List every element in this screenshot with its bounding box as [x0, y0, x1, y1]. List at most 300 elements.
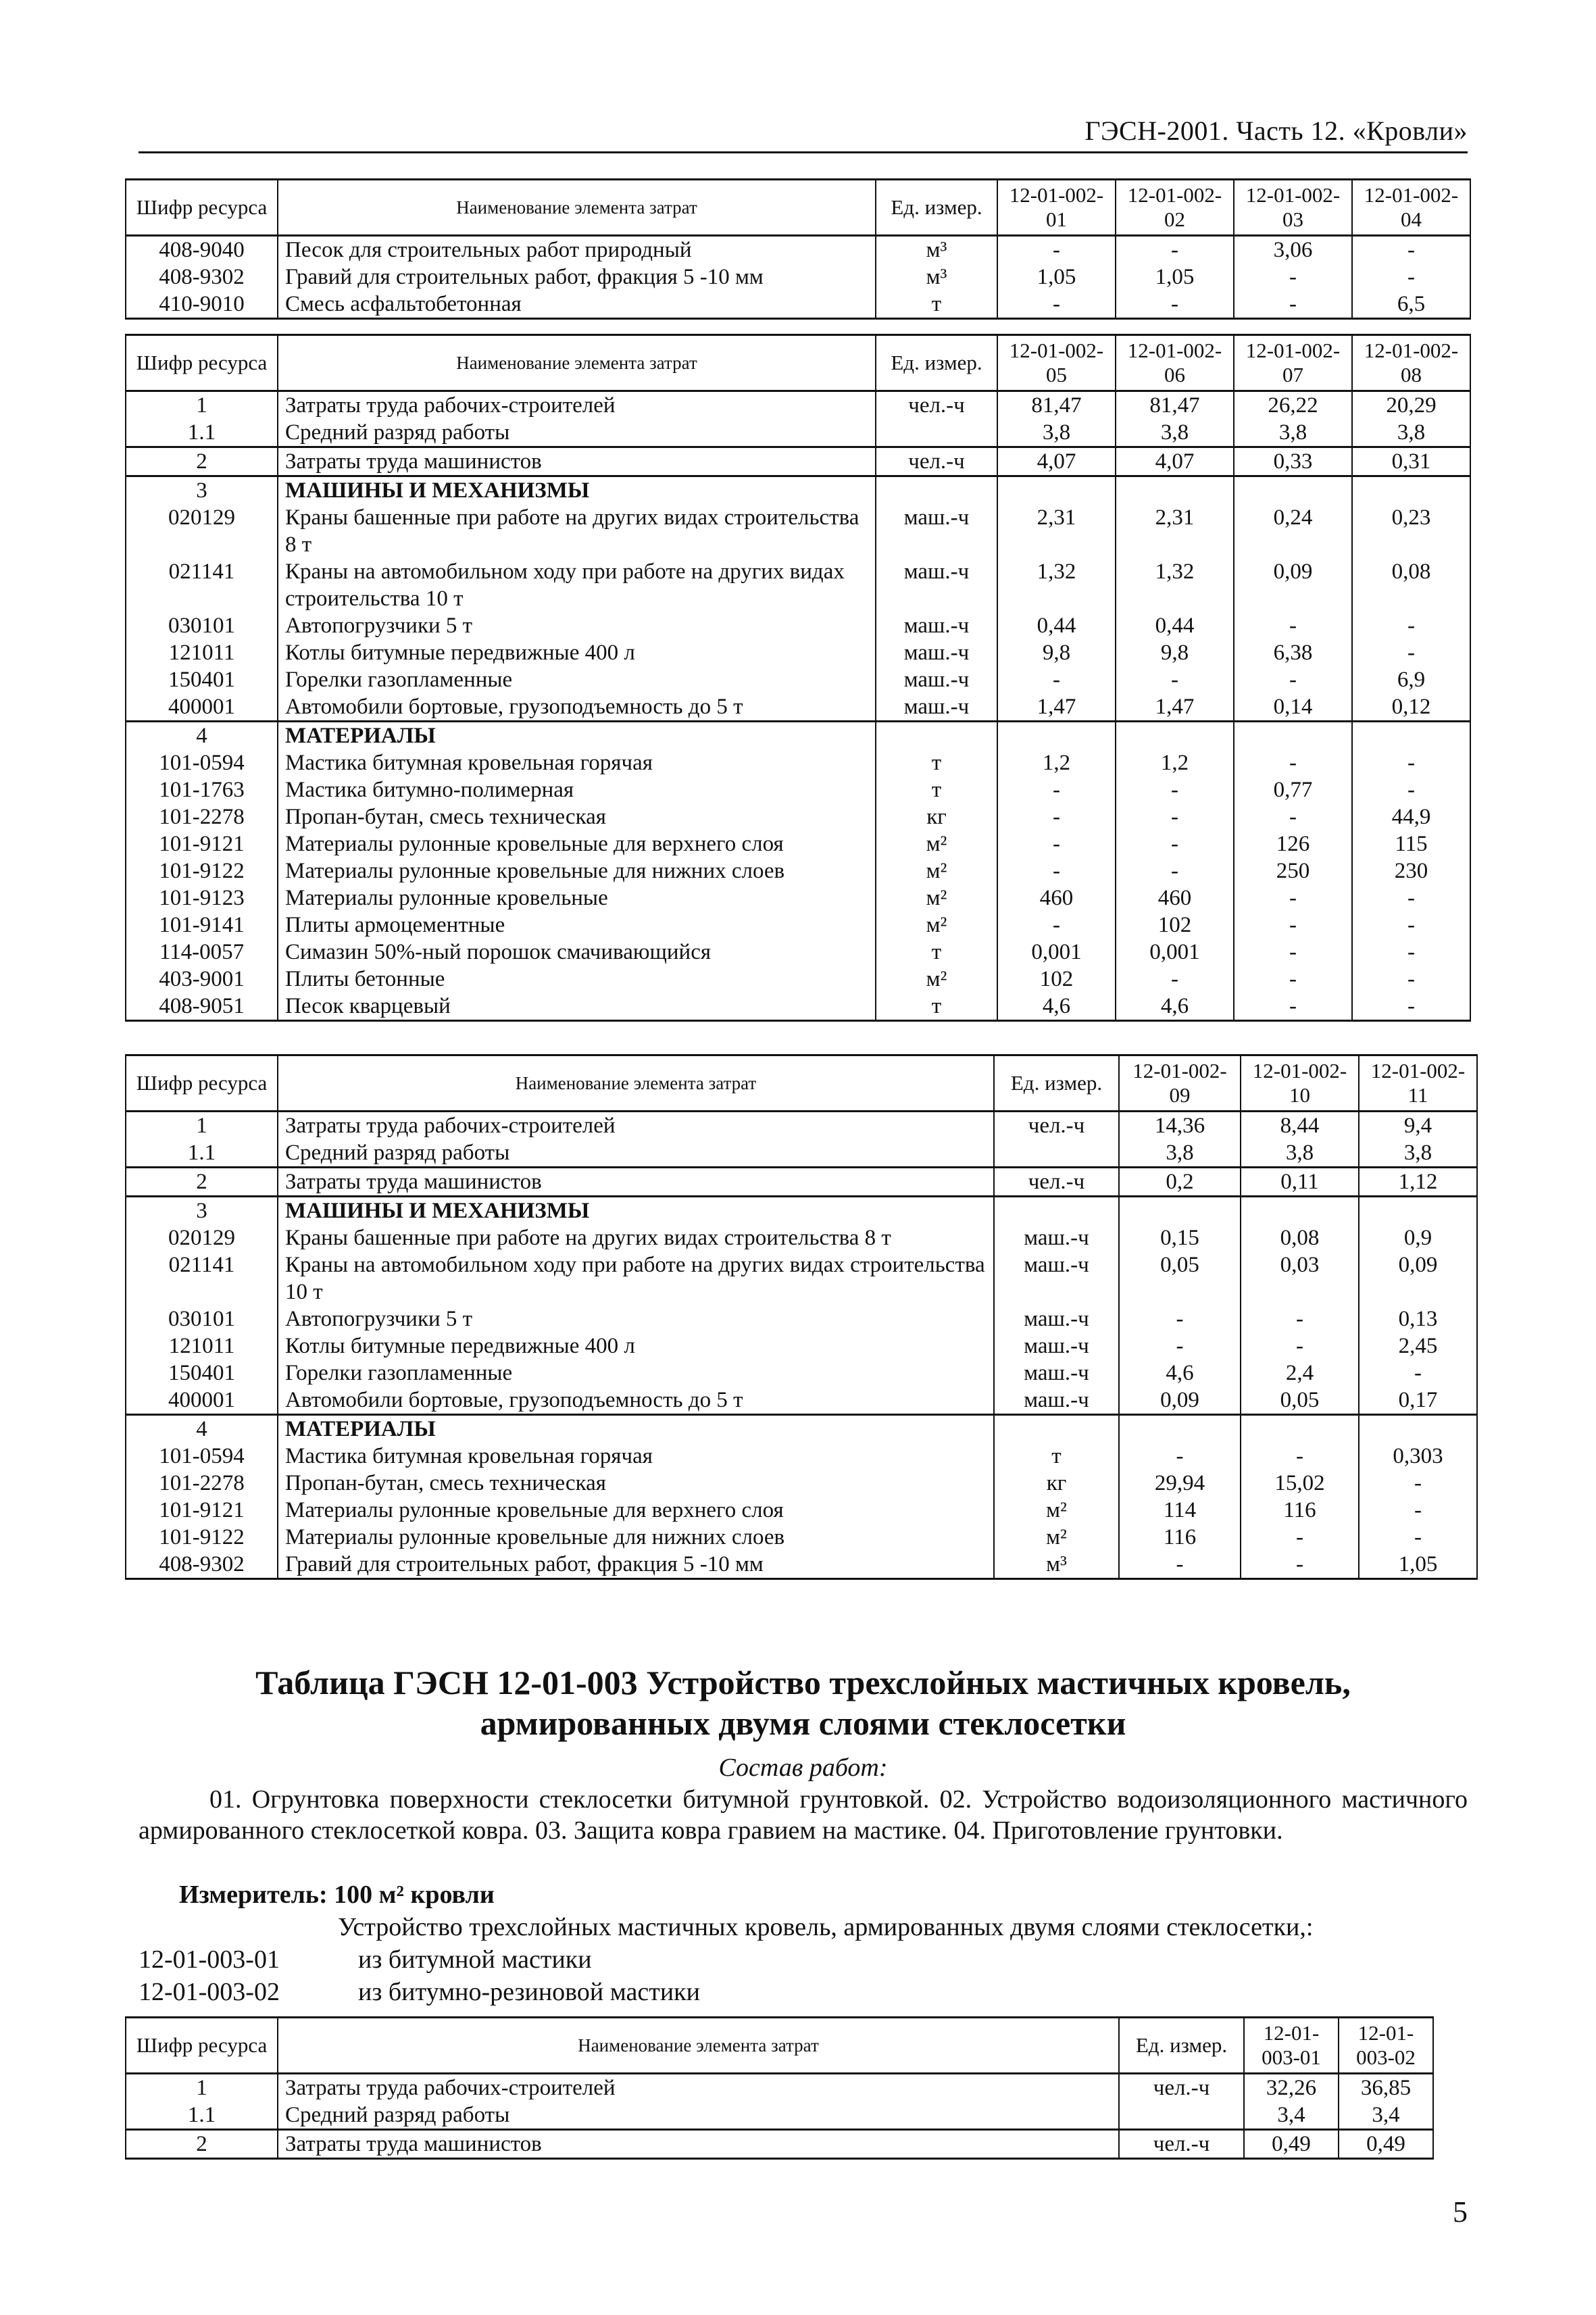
- header-norm-code: 12-01-002-02: [1116, 180, 1234, 236]
- table-row: [126, 1197, 1477, 1225]
- norm-value: 0,9: [1359, 1224, 1477, 1251]
- norm-value: 44,9: [1352, 803, 1470, 830]
- header-name: Наименование элемента затрат: [278, 180, 876, 236]
- norm-value: [1234, 476, 1352, 505]
- table-row: [126, 264, 1470, 291]
- norm-value: -: [1359, 1360, 1477, 1387]
- norm-value: 9,8: [1116, 639, 1234, 666]
- resource-code: 021141: [126, 558, 278, 612]
- resource-code: 3: [126, 476, 278, 505]
- norm-value: 0,14: [1234, 693, 1352, 722]
- table-row: [126, 447, 1470, 476]
- table-row: [126, 666, 1470, 693]
- norm-value: 0,44: [1116, 612, 1234, 639]
- header-unit: Ед. измер.: [876, 335, 997, 391]
- unit-of-measure: т: [876, 993, 997, 1021]
- unit-of-measure: [1119, 2101, 1244, 2130]
- resource-code: 021141: [126, 1251, 278, 1305]
- header-name: Наименование элемента затрат: [278, 1055, 994, 1112]
- norm-value: 1,32: [997, 558, 1116, 612]
- norm-value: [1359, 1415, 1477, 1443]
- header-rule: [139, 151, 1468, 153]
- norm-value: -: [1352, 939, 1470, 966]
- header-unit: Ед. измер.: [1119, 2018, 1244, 2074]
- resource-code: 400001: [126, 1387, 278, 1415]
- unit-of-measure: маш.-ч: [876, 558, 997, 612]
- unit-of-measure: маш.-ч: [994, 1333, 1119, 1360]
- norm-value: 126: [1234, 830, 1352, 857]
- norm-value: -: [1241, 1443, 1359, 1470]
- cost-element-name: Автомобили бортовые, грузоподъемность до 5 т: [278, 693, 876, 722]
- table-row: [126, 885, 1470, 912]
- norm-value: 0,303: [1359, 1443, 1477, 1470]
- unit-of-measure: маш.-ч: [876, 693, 997, 722]
- variant-text: из битумно-резиновой мастики: [358, 1978, 700, 2006]
- norm-value: 3,8: [1241, 1139, 1359, 1168]
- norm-value: 81,47: [1116, 391, 1234, 420]
- table-row: [126, 912, 1470, 939]
- norm-value: -: [997, 776, 1116, 803]
- norm-value: 1,32: [1116, 558, 1234, 612]
- norm-value: -: [1116, 236, 1234, 264]
- norm-value: 3,8: [997, 419, 1116, 447]
- norm-value: -: [1234, 803, 1352, 830]
- norm-value: -: [1352, 912, 1470, 939]
- table-row: [126, 1470, 1477, 1497]
- norm-value: 0,49: [1339, 2130, 1433, 2159]
- resource-code: 101-0594: [126, 1443, 278, 1470]
- unit-of-measure: т: [994, 1443, 1119, 1470]
- cost-element-name: Песок для строительных работ природный: [278, 236, 876, 264]
- norm-value: -: [997, 912, 1116, 939]
- unit-of-measure: чел.-ч: [994, 1112, 1119, 1140]
- header-unit: Ед. измер.: [876, 180, 997, 236]
- resource-code: 020129: [126, 1224, 278, 1251]
- resource-code: 2: [126, 447, 278, 476]
- cost-element-name: Песок кварцевый: [278, 993, 876, 1021]
- unit-of-measure: т: [876, 291, 997, 319]
- norm-value: -: [1359, 1470, 1477, 1497]
- norm-value: 2,31: [997, 504, 1116, 558]
- norm-value: 0,03: [1241, 1251, 1359, 1305]
- cost-element-name: Материалы рулонные кровельные для верхнего слоя: [278, 1497, 994, 1524]
- resource-table-4: [125, 2016, 1434, 2160]
- norm-value: -: [997, 803, 1116, 830]
- unit-of-measure: маш.-ч: [994, 1305, 1119, 1333]
- resource-code: 101-9121: [126, 1497, 278, 1524]
- norm-value: 0,31: [1352, 447, 1470, 476]
- cost-element-name: Гравий для строительных работ, фракция 5 -10 мм: [278, 264, 876, 291]
- cost-element-name: Плиты армоцементные: [278, 912, 876, 939]
- norm-value: 1,2: [1116, 749, 1234, 776]
- table-row: [126, 1360, 1477, 1387]
- norm-value: 14,36: [1119, 1112, 1241, 1140]
- norm-value: [997, 476, 1116, 505]
- table-row: [126, 1112, 1477, 1140]
- resource-code: 150401: [126, 666, 278, 693]
- norm-value: 3,8: [1359, 1139, 1477, 1168]
- norm-value: 9,4: [1359, 1112, 1477, 1140]
- norm-value: [1241, 1197, 1359, 1225]
- norm-value: -: [1352, 612, 1470, 639]
- norm-value: 81,47: [997, 391, 1116, 420]
- cost-element-name: Смесь асфальтобетонная: [278, 291, 876, 319]
- norm-value: 0,77: [1234, 776, 1352, 803]
- resource-code: 1.1: [126, 2101, 278, 2130]
- cost-element-name: Средний разряд работы: [278, 2101, 1119, 2130]
- header-norm-code: 12-01-002-04: [1352, 180, 1470, 236]
- resource-code: 030101: [126, 1305, 278, 1333]
- norm-value: 3,06: [1234, 236, 1352, 264]
- header-code: Шифр ресурса: [126, 335, 278, 391]
- cost-element-name: Мастика битумно-полимерная: [278, 776, 876, 803]
- cost-element-name: Симазин 50%-ный порошок смачивающийся: [278, 939, 876, 966]
- cost-element-name: Материалы рулонные кровельные: [278, 885, 876, 912]
- norm-value: 0,24: [1234, 504, 1352, 558]
- norm-value: -: [1116, 291, 1234, 319]
- resource-code: 1.1: [126, 419, 278, 447]
- resource-code: 101-9123: [126, 885, 278, 912]
- resource-code: 101-9121: [126, 830, 278, 857]
- resource-code: 020129: [126, 504, 278, 558]
- table-row: [126, 1168, 1477, 1197]
- cost-element-name: Материалы рулонные кровельные для нижних слоев: [278, 857, 876, 885]
- header-norm-code: 12-01-002-06: [1116, 335, 1234, 391]
- header-norm-code: 12-01-002-11: [1359, 1055, 1477, 1112]
- header-norm-code: 12-01-002-07: [1234, 335, 1352, 391]
- norm-value: [997, 722, 1116, 750]
- cost-element-name: Краны на автомобильном ходу при работе на других видах строительства 10 т: [278, 1251, 994, 1305]
- norm-value: 1,05: [997, 264, 1116, 291]
- header-name: Наименование элемента затрат: [278, 335, 876, 391]
- table-header-row: [126, 180, 1470, 236]
- norm-value: -: [1116, 776, 1234, 803]
- norm-value: -: [1234, 612, 1352, 639]
- cost-element-name: Пропан-бутан, смесь техническая: [278, 1470, 994, 1497]
- table-row: [126, 391, 1470, 420]
- cost-element-name: МАШИНЫ И МЕХАНИЗМЫ: [278, 476, 876, 505]
- norm-value: -: [1116, 966, 1234, 993]
- resource-code: 408-9040: [126, 236, 278, 264]
- unit-of-measure: чел.-ч: [876, 447, 997, 476]
- resource-code: 4: [126, 1415, 278, 1443]
- norm-value: 3,4: [1339, 2101, 1433, 2130]
- unit-of-measure: [876, 722, 997, 750]
- table-row: [126, 476, 1470, 505]
- cost-element-name: Мастика битумная кровельная горячая: [278, 1443, 994, 1470]
- norm-value: -: [997, 830, 1116, 857]
- header-name: Наименование элемента затрат: [278, 2018, 1119, 2074]
- cost-element-name: Материалы рулонные кровельные для нижних слоев: [278, 1524, 994, 1551]
- table-row: [126, 1497, 1477, 1524]
- norm-value: -: [1116, 830, 1234, 857]
- norm-value: 0,09: [1119, 1387, 1241, 1415]
- norm-value: -: [1241, 1333, 1359, 1360]
- table-row: [126, 749, 1470, 776]
- cost-element-name: Котлы битумные передвижные 400 л: [278, 1333, 994, 1360]
- table-row: [126, 1333, 1477, 1360]
- header-norm-code: 12-01-003-01: [1244, 2018, 1339, 2074]
- norm-value: -: [1352, 966, 1470, 993]
- variant-item: [139, 1945, 592, 1974]
- norm-value: -: [1234, 749, 1352, 776]
- norm-value: 0,12: [1352, 693, 1470, 722]
- unit-of-measure: м³: [994, 1551, 1119, 1579]
- unit-of-measure: м²: [994, 1524, 1119, 1551]
- unit-of-measure: маш.-ч: [994, 1224, 1119, 1251]
- header-code: Шифр ресурса: [126, 180, 278, 236]
- norm-value: -: [1116, 803, 1234, 830]
- norm-value: -: [1241, 1305, 1359, 1333]
- norm-value: [1116, 722, 1234, 750]
- variant-text: из битумной мастики: [358, 1945, 592, 1974]
- header-norm-code: 12-01-002-03: [1234, 180, 1352, 236]
- resource-code: 101-9122: [126, 1524, 278, 1551]
- table-row: [126, 2130, 1433, 2159]
- norm-value: -: [1234, 966, 1352, 993]
- table-row: [126, 803, 1470, 830]
- unit-of-measure: м²: [994, 1497, 1119, 1524]
- variant-code: 12-01-003-01: [139, 1945, 280, 1974]
- table-row: [126, 1551, 1477, 1579]
- resource-code: 1: [126, 1112, 278, 1140]
- resource-code: 101-2278: [126, 803, 278, 830]
- norm-value: 1,05: [1116, 264, 1234, 291]
- norm-value: -: [1119, 1333, 1241, 1360]
- norm-value: 0,09: [1234, 558, 1352, 612]
- norm-value: -: [1352, 749, 1470, 776]
- norm-value: 32,26: [1244, 2074, 1339, 2102]
- resource-code: 2: [126, 1168, 278, 1197]
- unit-of-measure: маш.-ч: [876, 612, 997, 639]
- resource-code: 101-2278: [126, 1470, 278, 1497]
- table-row: [126, 1224, 1477, 1251]
- table-row: [126, 1415, 1477, 1443]
- resource-code: 408-9051: [126, 993, 278, 1021]
- norm-value: 4,07: [1116, 447, 1234, 476]
- cost-element-name: МАШИНЫ И МЕХАНИЗМЫ: [278, 1197, 994, 1225]
- variant-item: [139, 1977, 700, 2007]
- norm-value: -: [1359, 1524, 1477, 1551]
- norm-value: 6,9: [1352, 666, 1470, 693]
- norm-value: -: [1234, 291, 1352, 319]
- header-norm-code: 12-01-002-10: [1241, 1055, 1359, 1112]
- norm-value: -: [1234, 264, 1352, 291]
- resource-code: 121011: [126, 1333, 278, 1360]
- norm-value: -: [1116, 666, 1234, 693]
- table-row: [126, 722, 1470, 750]
- norm-value: 26,22: [1234, 391, 1352, 420]
- header-norm-code: 12-01-002-08: [1352, 335, 1470, 391]
- table-row: [126, 1524, 1477, 1551]
- norm-value: -: [1234, 885, 1352, 912]
- resource-code: 408-9302: [126, 1551, 278, 1579]
- unit-of-measure: чел.-ч: [876, 391, 997, 420]
- resource-code: 101-0594: [126, 749, 278, 776]
- norm-value: 0,2: [1119, 1168, 1241, 1197]
- norm-value: [1241, 1415, 1359, 1443]
- table-row: [126, 1443, 1477, 1470]
- cost-element-name: Автопогрузчики 5 т: [278, 1305, 994, 1333]
- cost-element-name: Горелки газопламенные: [278, 666, 876, 693]
- norm-value: 4,6: [1116, 993, 1234, 1021]
- norm-value: -: [1359, 1497, 1477, 1524]
- resource-table-2: [125, 334, 1471, 1022]
- resource-code: 400001: [126, 693, 278, 722]
- cost-element-name: МАТЕРИАЛЫ: [278, 1415, 994, 1443]
- table-row: [126, 612, 1470, 639]
- norm-value: -: [1352, 264, 1470, 291]
- table-row: [126, 830, 1470, 857]
- cost-element-name: Затраты труда рабочих-строителей: [278, 2074, 1119, 2102]
- table-row: [126, 993, 1470, 1021]
- cost-element-name: Материалы рулонные кровельные для верхнего слоя: [278, 830, 876, 857]
- norm-value: 460: [1116, 885, 1234, 912]
- header-code: Шифр ресурса: [126, 1055, 278, 1112]
- norm-value: 2,4: [1241, 1360, 1359, 1387]
- norm-value: [1352, 722, 1470, 750]
- variant-code: 12-01-003-02: [139, 1978, 280, 2006]
- table-row: [126, 857, 1470, 885]
- resource-code: 4: [126, 722, 278, 750]
- header-code: Шифр ресурса: [126, 2018, 278, 2074]
- norm-value: 1,47: [1116, 693, 1234, 722]
- table-row: [126, 1305, 1477, 1333]
- norm-value: -: [1234, 912, 1352, 939]
- cost-element-name: Затраты труда машинистов: [278, 447, 876, 476]
- cost-element-name: Плиты бетонные: [278, 966, 876, 993]
- norm-value: -: [1352, 639, 1470, 666]
- running-header: ГЭСН-2001. Часть 12. «Кровли»: [1084, 116, 1468, 146]
- table-row: [126, 504, 1470, 558]
- norm-value: 6,38: [1234, 639, 1352, 666]
- norm-value: 1,12: [1359, 1168, 1477, 1197]
- norm-value: 2,45: [1359, 1333, 1477, 1360]
- norm-value: 15,02: [1241, 1470, 1359, 1497]
- norm-value: 0,05: [1119, 1251, 1241, 1305]
- resource-code: 121011: [126, 639, 278, 666]
- cost-element-name: Гравий для строительных работ, фракция 5 -10 мм: [278, 1551, 994, 1579]
- table-row: [126, 291, 1470, 319]
- cost-element-name: Автомобили бортовые, грузоподъемность до 5 т: [278, 1387, 994, 1415]
- resource-code: 410-9010: [126, 291, 278, 319]
- cost-element-name: Краны на автомобильном ходу при работе на других видах строительства 10 т: [278, 558, 876, 612]
- norm-value: [1352, 476, 1470, 505]
- norm-value: 4,07: [997, 447, 1116, 476]
- table-row: [126, 639, 1470, 666]
- norm-value: 4,6: [997, 993, 1116, 1021]
- norm-value: [1234, 722, 1352, 750]
- resource-code: 1: [126, 2074, 278, 2102]
- norm-value: -: [1119, 1305, 1241, 1333]
- resource-code: 030101: [126, 612, 278, 639]
- unit-of-measure: [994, 1197, 1119, 1225]
- cost-element-name: Средний разряд работы: [278, 1139, 994, 1168]
- norm-value: 0,33: [1234, 447, 1352, 476]
- resource-code: 150401: [126, 1360, 278, 1387]
- unit-of-measure: маш.-ч: [994, 1251, 1119, 1305]
- header-norm-code: 12-01-002-09: [1119, 1055, 1241, 1112]
- table-header-row: [126, 335, 1470, 391]
- header-norm-code: 12-01-002-05: [997, 335, 1116, 391]
- unit-of-measure: м³: [876, 236, 997, 264]
- norm-value: 3,8: [1116, 419, 1234, 447]
- unit-of-measure: т: [876, 776, 997, 803]
- norm-value: 3,8: [1352, 419, 1470, 447]
- norm-value: 102: [1116, 912, 1234, 939]
- norm-value: -: [1241, 1524, 1359, 1551]
- unit-of-measure: маш.-ч: [876, 639, 997, 666]
- norm-value: 0,23: [1352, 504, 1470, 558]
- resource-code: 114-0057: [126, 939, 278, 966]
- norm-value: [1119, 1197, 1241, 1225]
- norm-value: -: [997, 291, 1116, 319]
- norm-value: -: [1234, 993, 1352, 1021]
- norm-value: 0,15: [1119, 1224, 1241, 1251]
- norm-value: 6,5: [1352, 291, 1470, 319]
- cost-element-name: Горелки газопламенные: [278, 1360, 994, 1387]
- unit-of-measure: маш.-ч: [994, 1387, 1119, 1415]
- norm-value: 116: [1119, 1524, 1241, 1551]
- norm-value: -: [997, 857, 1116, 885]
- cost-element-name: Средний разряд работы: [278, 419, 876, 447]
- norm-value: -: [1352, 776, 1470, 803]
- norm-value: -: [997, 666, 1116, 693]
- norm-value: 102: [997, 966, 1116, 993]
- cost-element-name: Затраты труда машинистов: [278, 1168, 994, 1197]
- resource-code: 2: [126, 2130, 278, 2159]
- resource-code: 1: [126, 391, 278, 420]
- norm-value: -: [997, 236, 1116, 264]
- unit-of-measure: т: [876, 749, 997, 776]
- table-row: [126, 966, 1470, 993]
- unit-of-measure: м²: [876, 966, 997, 993]
- norm-value: 0,08: [1241, 1224, 1359, 1251]
- table-row: [126, 558, 1470, 612]
- section-title: Таблица ГЭСН 12-01-003 Устройство трехслойных мастичных кровель, армированных двумя слоями стеклосетки: [255, 1664, 1351, 1742]
- norm-value: 114: [1119, 1497, 1241, 1524]
- norm-value: 3,8: [1234, 419, 1352, 447]
- cost-element-name: Затраты труда машинистов: [278, 2130, 1119, 2159]
- norm-value: 20,29: [1352, 391, 1470, 420]
- unit-of-measure: [994, 1139, 1119, 1168]
- norm-value: -: [1352, 236, 1470, 264]
- norm-value: 1,05: [1359, 1551, 1477, 1579]
- page-number: 5: [1453, 2195, 1468, 2229]
- norm-value: 460: [997, 885, 1116, 912]
- norm-value: -: [1119, 1551, 1241, 1579]
- unit-of-measure: чел.-ч: [994, 1168, 1119, 1197]
- resource-code: 101-9141: [126, 912, 278, 939]
- norm-value: 115: [1352, 830, 1470, 857]
- norm-value: 250: [1234, 857, 1352, 885]
- resource-table-1: [125, 178, 1471, 320]
- cost-element-name: Пропан-бутан, смесь техническая: [278, 803, 876, 830]
- unit-of-measure: [994, 1415, 1119, 1443]
- composition-label: Состав работ:: [718, 1753, 888, 1782]
- norm-value: 0,09: [1359, 1251, 1477, 1305]
- table-row: [126, 776, 1470, 803]
- unit-of-measure: м²: [876, 830, 997, 857]
- header-unit: Ед. измер.: [994, 1055, 1119, 1112]
- norm-value: [1119, 1415, 1241, 1443]
- table-row: [126, 419, 1470, 447]
- resource-table-3: [125, 1054, 1478, 1580]
- variant-heading: Устройство трехслойных мастичных кровель, армированных двумя слоями стеклосетки,:: [338, 1913, 1314, 1941]
- norm-value: 1,2: [997, 749, 1116, 776]
- unit-of-measure: кг: [994, 1470, 1119, 1497]
- composition-text: 01. Огрунтовка поверхности стеклосетки битумной грунтовкой. 02. Устройство водоизоляционного мастичного армированного стеклосеткой ковра. 03. Защита ковра гравием на мастике. 04. Приготовление грунтовки.: [139, 1785, 1468, 1845]
